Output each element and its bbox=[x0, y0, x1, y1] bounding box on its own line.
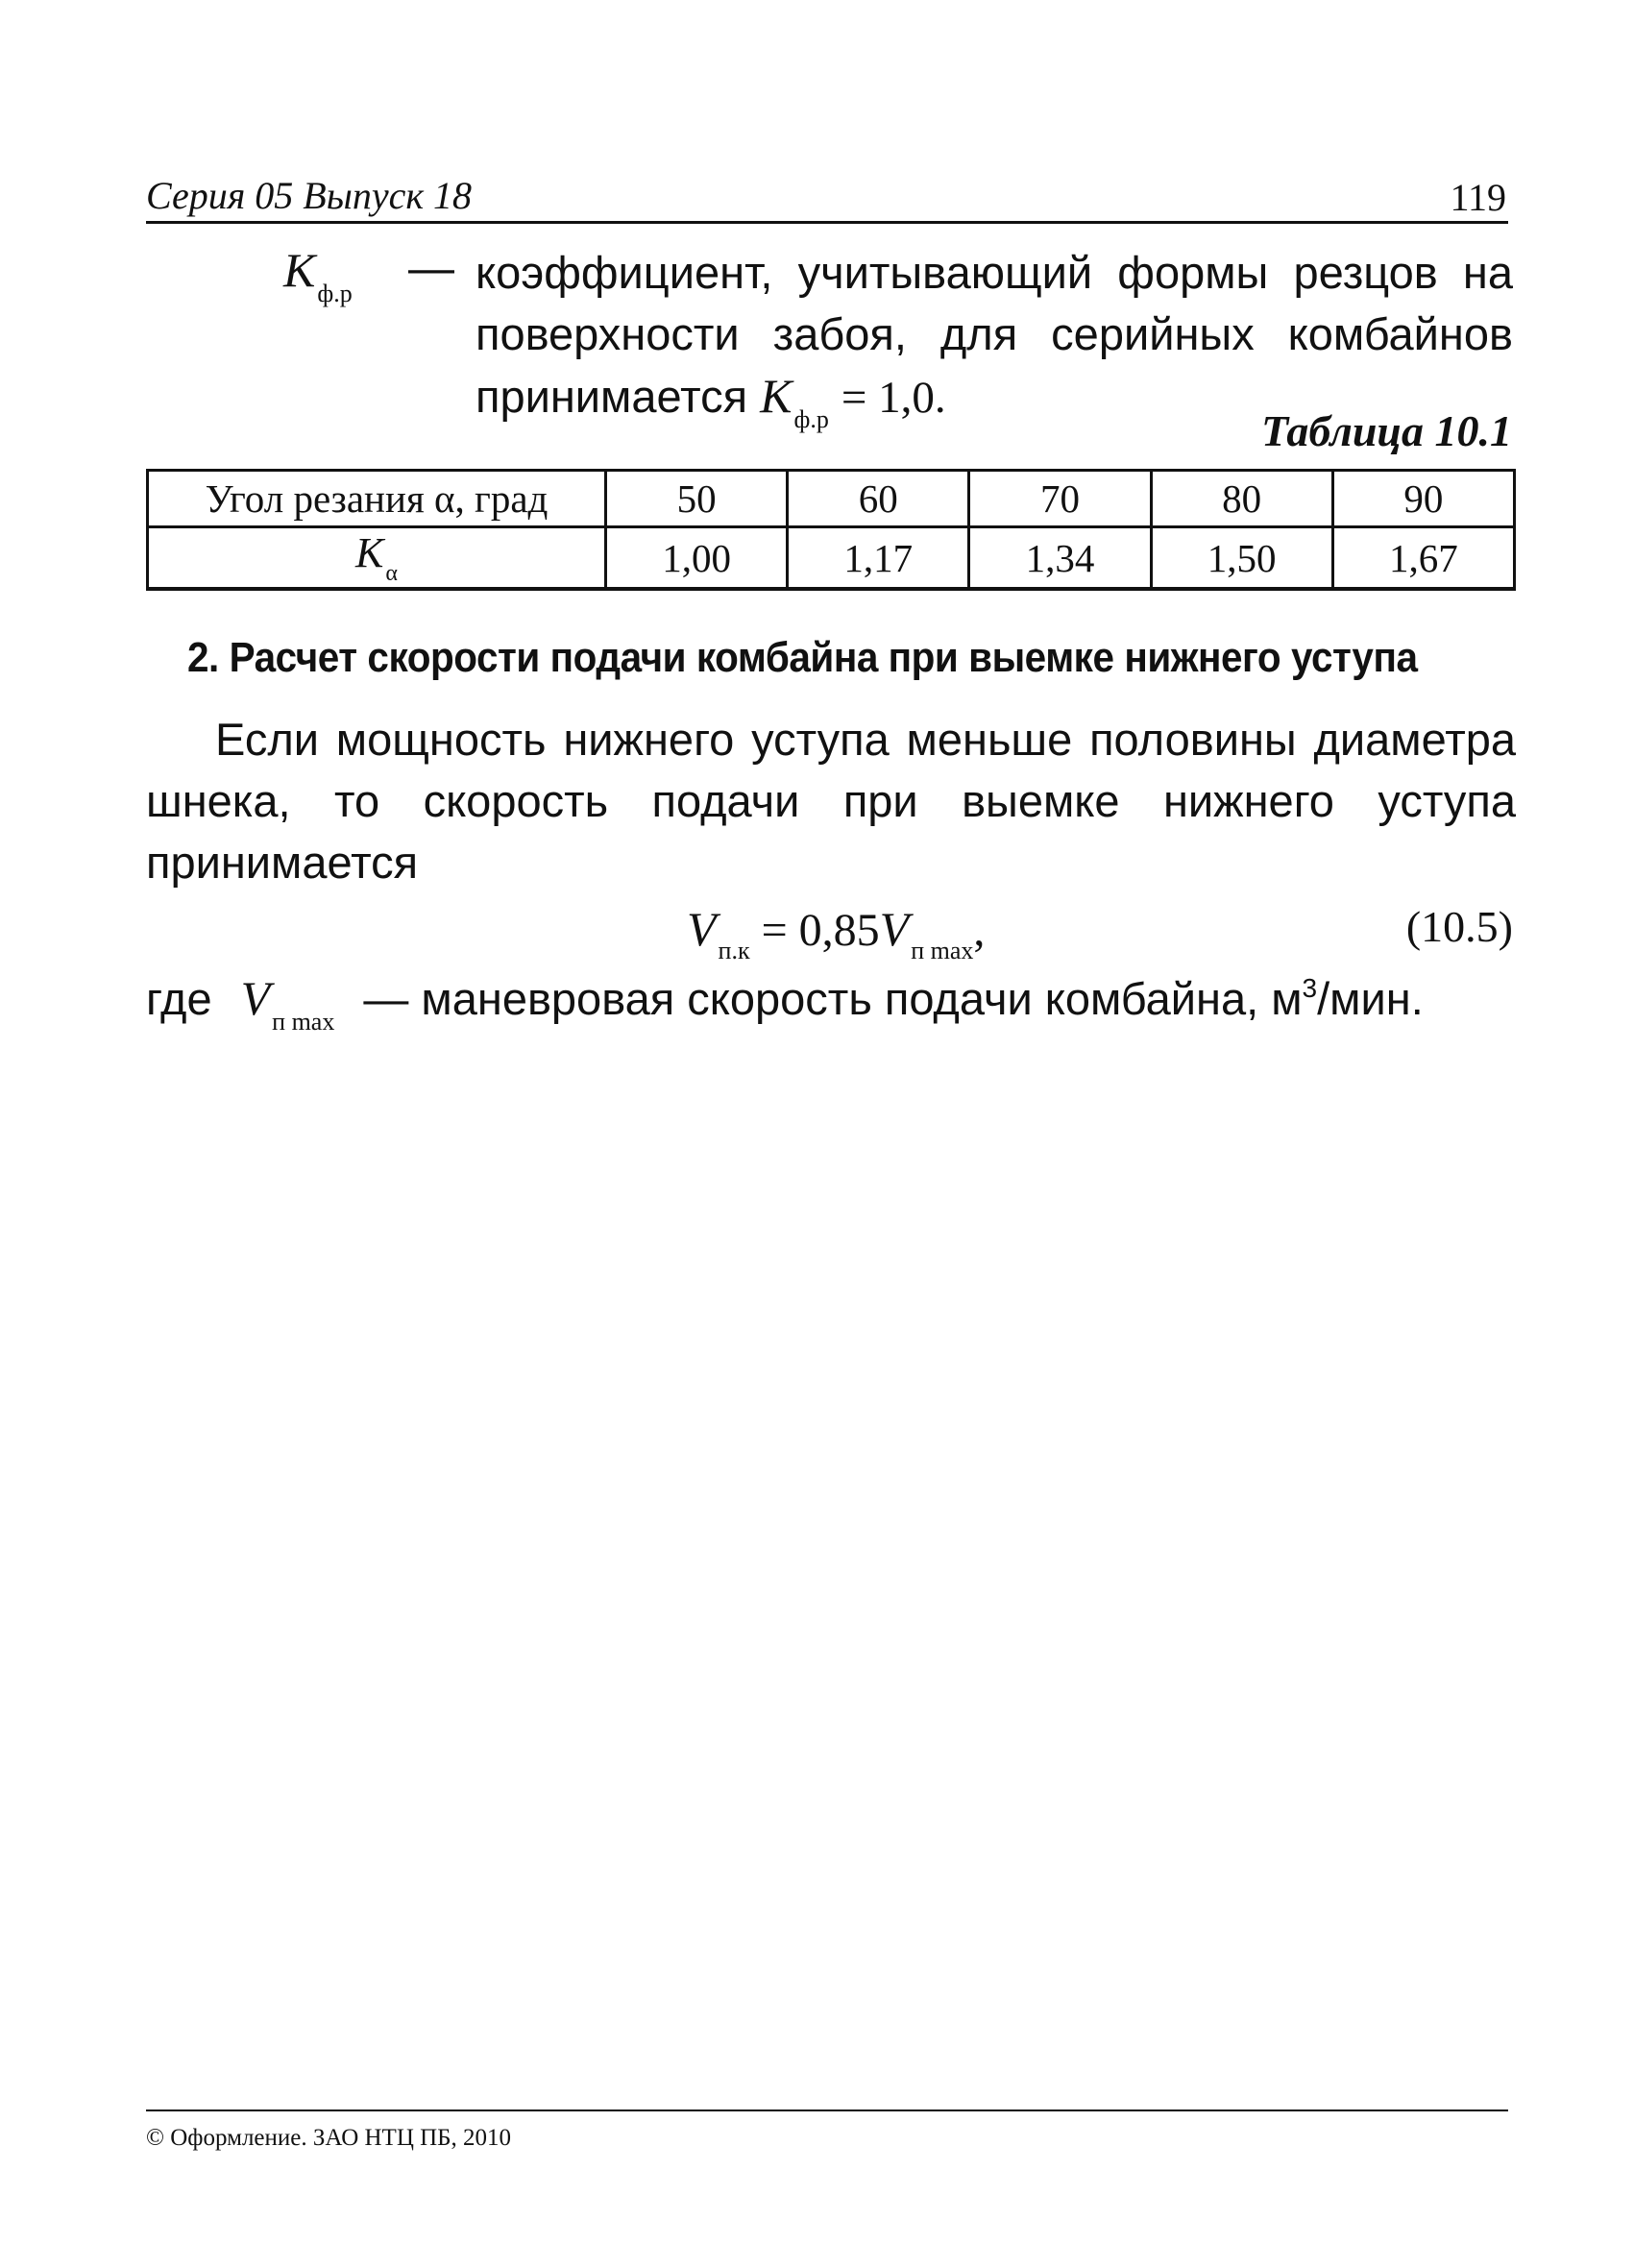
body-paragraph: Если мощность нижнего уступа меньше половины диаметра шнека, то скорость подачи при выемке нижнего уступа принимается bbox=[146, 714, 1516, 888]
equation-number: (10.5) bbox=[1405, 902, 1513, 951]
coefficient-table bbox=[146, 469, 1516, 591]
table-header-label: Угол резания α, град bbox=[148, 471, 606, 527]
where-clause: где $V_{п max}$ — маневровая скорость подачи комбайна, $м^3$/мин. bbox=[146, 971, 1424, 1036]
inline-symbol: $K_{ф.р}$ bbox=[760, 369, 829, 433]
coefficient-cell: 1,34 bbox=[969, 527, 1151, 590]
definition-symbol: $K_{ф.р}$ bbox=[283, 243, 353, 307]
definition-text: коэффициент, учитывающий формы резцов на поверхности забоя, для серийных комбайнов принимается $K_{ф.р} = 1,0$. bbox=[476, 247, 1513, 433]
table-row-angles bbox=[148, 471, 1515, 527]
angle-cell: 90 bbox=[1332, 471, 1514, 527]
formula-10-5: $V_{п.к} = 0,85V_{п max}$, bbox=[687, 902, 986, 964]
angle-cell: 60 bbox=[788, 471, 969, 527]
coefficient-cell: 1,67 bbox=[1332, 527, 1514, 590]
angle-cell: 80 bbox=[1151, 471, 1332, 527]
table-row-coefficients bbox=[148, 527, 1515, 590]
series-label: Серия 05 Выпуск 18 bbox=[146, 174, 473, 217]
coefficient-symbol: $K_\alpha$ bbox=[148, 527, 606, 590]
section-title: 2. Расчет скорости подачи комбайна при выемке нижнего уступа bbox=[187, 634, 1418, 681]
angle-cell: 70 bbox=[969, 471, 1151, 527]
page-number: 119 bbox=[1450, 176, 1506, 219]
running-header bbox=[146, 171, 1508, 224]
coefficient-cell: 1,50 bbox=[1151, 527, 1332, 590]
table-caption: Таблица 10.1 bbox=[1260, 406, 1512, 455]
coefficient-cell: 1,17 bbox=[788, 527, 969, 590]
angle-cell: 50 bbox=[606, 471, 788, 527]
definition-dash: — bbox=[408, 243, 454, 294]
footer-rule bbox=[146, 2109, 1508, 2111]
footer-copyright: © Оформление. ЗАО НТЦ ПБ, 2010 bbox=[146, 2125, 512, 2151]
coefficient-cell: 1,00 bbox=[606, 527, 788, 590]
where-symbol: $V_{п max}$ bbox=[240, 971, 335, 1036]
